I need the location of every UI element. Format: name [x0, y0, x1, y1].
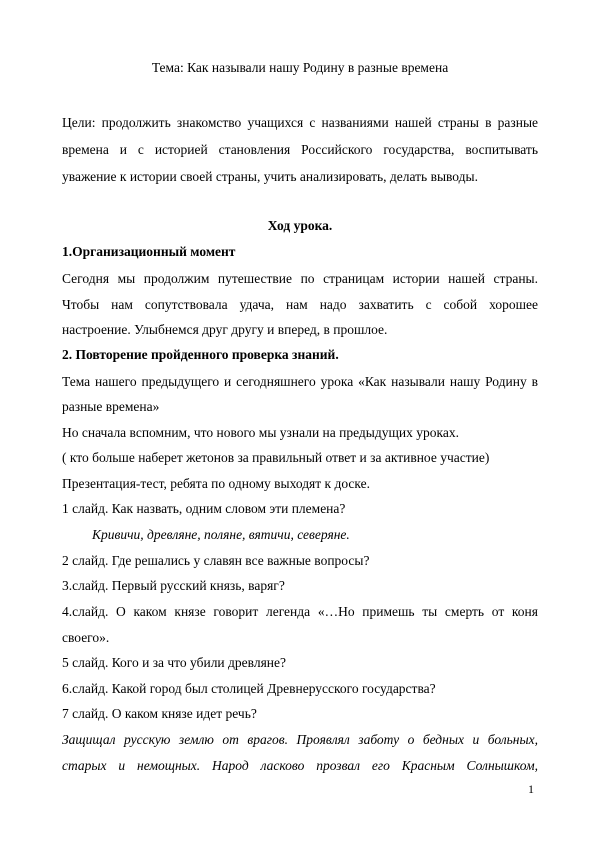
section2-line-1: Тема нашего предыдущего и сегодняшнего урока «Как называли нашу Родину в [62, 374, 538, 389]
section2-line-5: Презентация-тест, ребята по одному выходят к доске. [62, 476, 371, 491]
section2-line-3: Но сначала вспомним, что нового мы узнали на предыдущих уроках. [62, 425, 459, 440]
slide-5-question: 5 слайд. Кого и за что убили древляне? [62, 655, 286, 670]
slide-4-question-line-1: 4.слайд. О каком князе говорит легенда «…Но примешь ты смерть от коня [62, 604, 538, 619]
quote-line-1: Защищал русскую землю от врагов. Проявлял заботу о бедных и больных, [62, 732, 538, 747]
goals-line-1: Цели: продолжить знакомство учащихся с названиями нашей страны в разные [62, 115, 538, 130]
slide-6-question: 6.слайд. Какой город был столицей Древнерусского государства? [62, 681, 436, 696]
slide-1-question: 1 слайд. Как назвать, одним словом эти племена? [62, 501, 346, 516]
document-title: Тема: Как называли нашу Родину в разные времена [151, 60, 449, 75]
slide-4-question-line-2: своего». [62, 630, 110, 645]
tribes-list: Кривичи, древляне, поляне, вятичи, северяне. [92, 527, 350, 542]
slide-7-question: 7 слайд. О каком князе идет речь? [62, 706, 257, 721]
quote-line-2: старых и немощных. Народ ласково прозвал его Красным Солнышком, [62, 758, 538, 773]
slide-2-question: 2 слайд. Где решались у славян все важные вопросы? [62, 553, 370, 568]
goals-line-3: уважение к истории своей страны, учить анализировать, делать выводы. [62, 169, 478, 184]
section2-line-2: разные времена» [62, 399, 160, 414]
section1-line-2: Чтобы нам сопутствовала удача, нам надо захватить с собой хорошее [62, 297, 538, 312]
section2-line-4: ( кто больше наберет жетонов за правильный ответ и за активное участие) [62, 450, 490, 465]
section2-heading: 2. Повторение пройденного проверка знаний. [62, 347, 339, 362]
lesson-heading: Ход урока. [267, 218, 333, 233]
section1-line-1: Сегодня мы продолжим путешествие по страницам истории нашей страны. [62, 271, 538, 286]
slide-3-question: 3.слайд. Первый русский князь, варяг? [62, 578, 285, 593]
page-number: 1 [528, 782, 534, 796]
goals-line-2: времена и с историей становления Российского государства, воспитывать [62, 142, 538, 157]
section1-heading: 1.Организационный момент [62, 244, 236, 259]
section1-line-3: настроение. Улыбнемся друг другу и вперед, в прошлое. [62, 322, 388, 337]
